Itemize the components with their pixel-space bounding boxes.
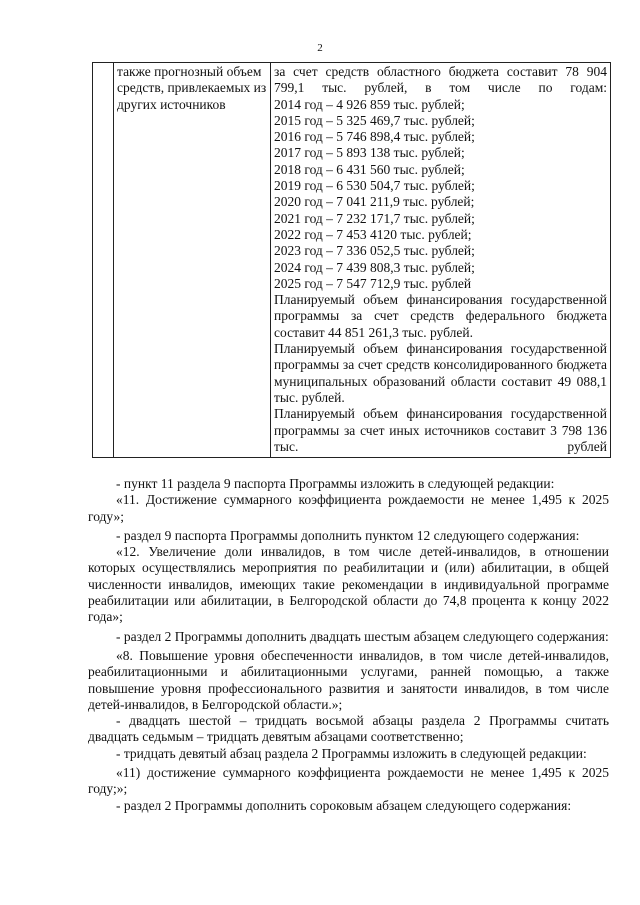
- municipal-budget-text: Планируемый объем финансирования государственной программы за счет средств консолидированного бюджета муниципальных образований области составит 49 088,1 тыс. рублей.: [274, 341, 607, 405]
- year-line-2024: 2024 год – 7 439 808,3 тыс. рублей;: [274, 259, 475, 275]
- table-cell-caption: также прогнозный объем средств, привлекаемых из других источников: [114, 63, 271, 458]
- paragraph: «11. Достижение суммарного коэффициента рождаемости не менее 1,495 к 2025 году»;: [88, 492, 609, 524]
- passport-table: [92, 62, 611, 458]
- year-line-2018: 2018 год – 6 431 560 тыс. рублей;: [274, 161, 465, 177]
- paragraph: - раздел 2 Программы дополнить сороковым абзацем следующего содержания:: [116, 797, 572, 813]
- year-line-2016: 2016 год – 5 746 898,4 тыс. рублей;: [274, 129, 475, 145]
- paragraph: - раздел 2 Программы дополнить двадцать шестым абзацем следующего содержания:: [116, 628, 609, 644]
- amendments-text: [88, 476, 609, 814]
- year-line-2017: 2017 год – 5 893 138 тыс. рублей;: [274, 145, 465, 161]
- paragraph: - пункт 11 раздела 9 паспорта Программы изложить в следующей редакции:: [116, 476, 555, 491]
- paragraph: - тридцать девятый абзац раздела 2 Программы изложить в следующей редакции:: [116, 745, 587, 761]
- paragraph: «8. Повышение уровня обеспеченности инвалидов, в том числе детей-инвалидов, реабилитационными и абилитационными услугами, ранней помощью, а также повышение уровня профессионального развития и занятости инвалидов, в том числе детей-инвалидов, в Белгородской области.»;: [88, 647, 609, 712]
- table-cell-number: [93, 63, 114, 458]
- table-cell-content: [271, 63, 611, 458]
- other-sources-text: Планируемый объем финансирования государственной программы за счет иных источников составит 3 798 136 тыс. рублей: [274, 406, 607, 454]
- year-line-2020: 2020 год – 7 041 211,9 тыс. рублей;: [274, 194, 475, 210]
- year-line-2023: 2023 год – 7 336 052,5 тыс. рублей;: [274, 243, 475, 259]
- year-line-2022: 2022 год – 7 453 4120 тыс. рублей;: [274, 226, 472, 242]
- regional-budget-intro: за счет средств областного бюджета составит 78 904 799,1 тыс. рублей, в том числе по годам:: [274, 64, 607, 96]
- paragraph: «12. Увеличение доли инвалидов, в том числе детей-инвалидов, в отношении которых осуществлялись мероприятия по реабилитации и (или) абилитации, в общей численности инвалидов, имеющих такие рекомендации в индивидуальной программе реабилитации или абилитации, в Белгородской области до 74,8 процента к концу 2022 года»;: [88, 544, 609, 625]
- year-line-2021: 2021 год – 7 232 171,7 тыс. рублей;: [274, 210, 475, 226]
- year-line-2025: 2025 год – 7 547 712,9 тыс. рублей: [274, 275, 472, 291]
- year-line-2015: 2015 год – 5 325 469,7 тыс. рублей;: [274, 112, 475, 128]
- page-number: 2: [317, 42, 323, 54]
- table-row: [93, 63, 611, 458]
- year-line-2019: 2019 год – 6 530 504,7 тыс. рублей;: [274, 178, 475, 194]
- federal-budget-text: Планируемый объем финансирования государственной программы за счет средств федерального бюджета составит 44 851 261,3 тыс. рублей.: [274, 292, 607, 340]
- paragraph: - двадцать шестой – тридцать восьмой абзацы раздела 2 Программы считать двадцать седьмым – тридцать девятым абзацами соответственно;: [88, 713, 609, 745]
- year-line-2014: 2014 год – 4 926 859 тыс. рублей;: [274, 96, 465, 112]
- paragraph: - раздел 9 паспорта Программы дополнить пунктом 12 следующего содержания:: [116, 527, 580, 543]
- paragraph: «11) достижение суммарного коэффициента рождаемости не менее 1,495 к 2025 году;»;: [88, 765, 609, 797]
